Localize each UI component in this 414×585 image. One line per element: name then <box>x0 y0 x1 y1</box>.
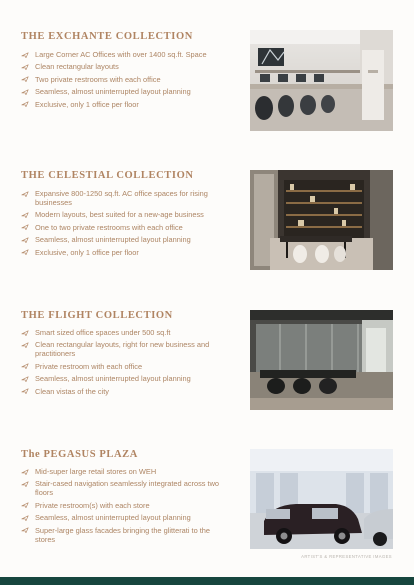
list-item-text: Exclusive, only 1 office per floor <box>35 247 139 257</box>
airplane-icon <box>21 223 29 231</box>
list-item-text: Seamless, almost uninterrupted layout planning <box>35 87 191 97</box>
list-item <box>21 328 226 337</box>
airplane-icon <box>21 236 29 244</box>
bottom-band <box>0 577 414 585</box>
list-item <box>21 87 226 96</box>
section-title: THE CELESTIAL COLLECTION <box>21 170 194 181</box>
list-item <box>21 513 226 522</box>
list-item <box>21 223 226 232</box>
showroom-photo <box>250 449 393 549</box>
list-item-text: One to two private restrooms with each office <box>35 222 183 232</box>
list-item <box>21 340 226 358</box>
list-item <box>21 100 226 109</box>
list-item-text: Private restroom(s) with each store <box>35 500 150 510</box>
list-item-text: Stair-cased navigation seamlessly integrated across two floors <box>35 479 220 498</box>
list-item <box>21 235 226 244</box>
airplane-icon <box>21 514 29 522</box>
airplane-icon <box>21 387 29 395</box>
airplane-icon <box>21 63 29 71</box>
list-item-text: Clean rectangular layouts, right for new business and practitioners <box>35 340 210 359</box>
list-item-text: Large Corner AC Offices with over 1400 sq.ft. Space <box>35 50 207 59</box>
office-photo <box>250 310 393 410</box>
list-item-text: Smart sized office spaces under 500 sq.ft <box>35 328 171 337</box>
list-item <box>21 467 226 476</box>
feature-list <box>21 467 226 547</box>
list-item <box>21 526 226 544</box>
list-item <box>21 374 226 383</box>
list-item <box>21 189 226 207</box>
airplane-icon <box>21 248 29 256</box>
list-item-text: Super-large glass facades bringing the glitterati to the stores <box>35 525 211 544</box>
airplane-icon <box>21 75 29 83</box>
list-item <box>21 210 226 219</box>
airplane-icon <box>21 341 29 349</box>
feature-list <box>21 50 226 112</box>
footer-disclaimer: ARTIST'S & REPRESENTATIVE IMAGES <box>301 554 392 559</box>
list-item-text: Expansive 800-1250 sq.ft. AC office spaces for rising businesses <box>35 189 208 207</box>
section-title: THE FLIGHT COLLECTION <box>21 310 173 321</box>
list-item <box>21 501 226 510</box>
airplane-icon <box>21 526 29 534</box>
airplane-icon <box>21 211 29 219</box>
airplane-icon <box>21 88 29 96</box>
list-item <box>21 248 226 257</box>
section-title: The PEGASUS PLAZA <box>21 449 138 460</box>
list-item-text: Two private restrooms with each office <box>35 74 161 84</box>
list-item-text: Clean rectangular layouts <box>35 62 119 72</box>
list-item-text: Private restroom with each office <box>35 361 143 371</box>
airplane-icon <box>21 468 29 476</box>
list-item <box>21 387 226 396</box>
airplane-icon <box>21 190 29 198</box>
list-item-text: Modern layouts, best suited for a new-age business <box>35 210 204 220</box>
list-item <box>21 62 226 71</box>
list-item-text: Clean vistas of the city <box>35 386 109 396</box>
list-item-text: Seamless, almost uninterrupted layout planning <box>35 235 191 245</box>
airplane-icon <box>21 375 29 383</box>
list-item <box>21 362 226 371</box>
airplane-icon <box>21 100 29 108</box>
feature-list <box>21 328 226 399</box>
list-item <box>21 50 226 59</box>
list-item-text: Exclusive, only 1 office per floor <box>35 99 139 109</box>
airplane-icon <box>21 480 29 488</box>
office-photo <box>250 170 393 270</box>
list-item-text: Mid-super large retail stores on WEH <box>35 467 157 476</box>
section-title: THE EXCHANTE COLLECTION <box>21 31 193 42</box>
list-item <box>21 75 226 84</box>
airplane-icon <box>21 329 29 337</box>
office-photo <box>250 30 393 131</box>
airplane-icon <box>21 362 29 370</box>
list-item <box>21 479 226 497</box>
list-item-text: Seamless, almost uninterrupted layout planning <box>35 513 191 523</box>
feature-list <box>21 189 226 260</box>
airplane-icon <box>21 51 29 59</box>
airplane-icon <box>21 501 29 509</box>
list-item-text: Seamless, almost uninterrupted layout planning <box>35 374 191 384</box>
